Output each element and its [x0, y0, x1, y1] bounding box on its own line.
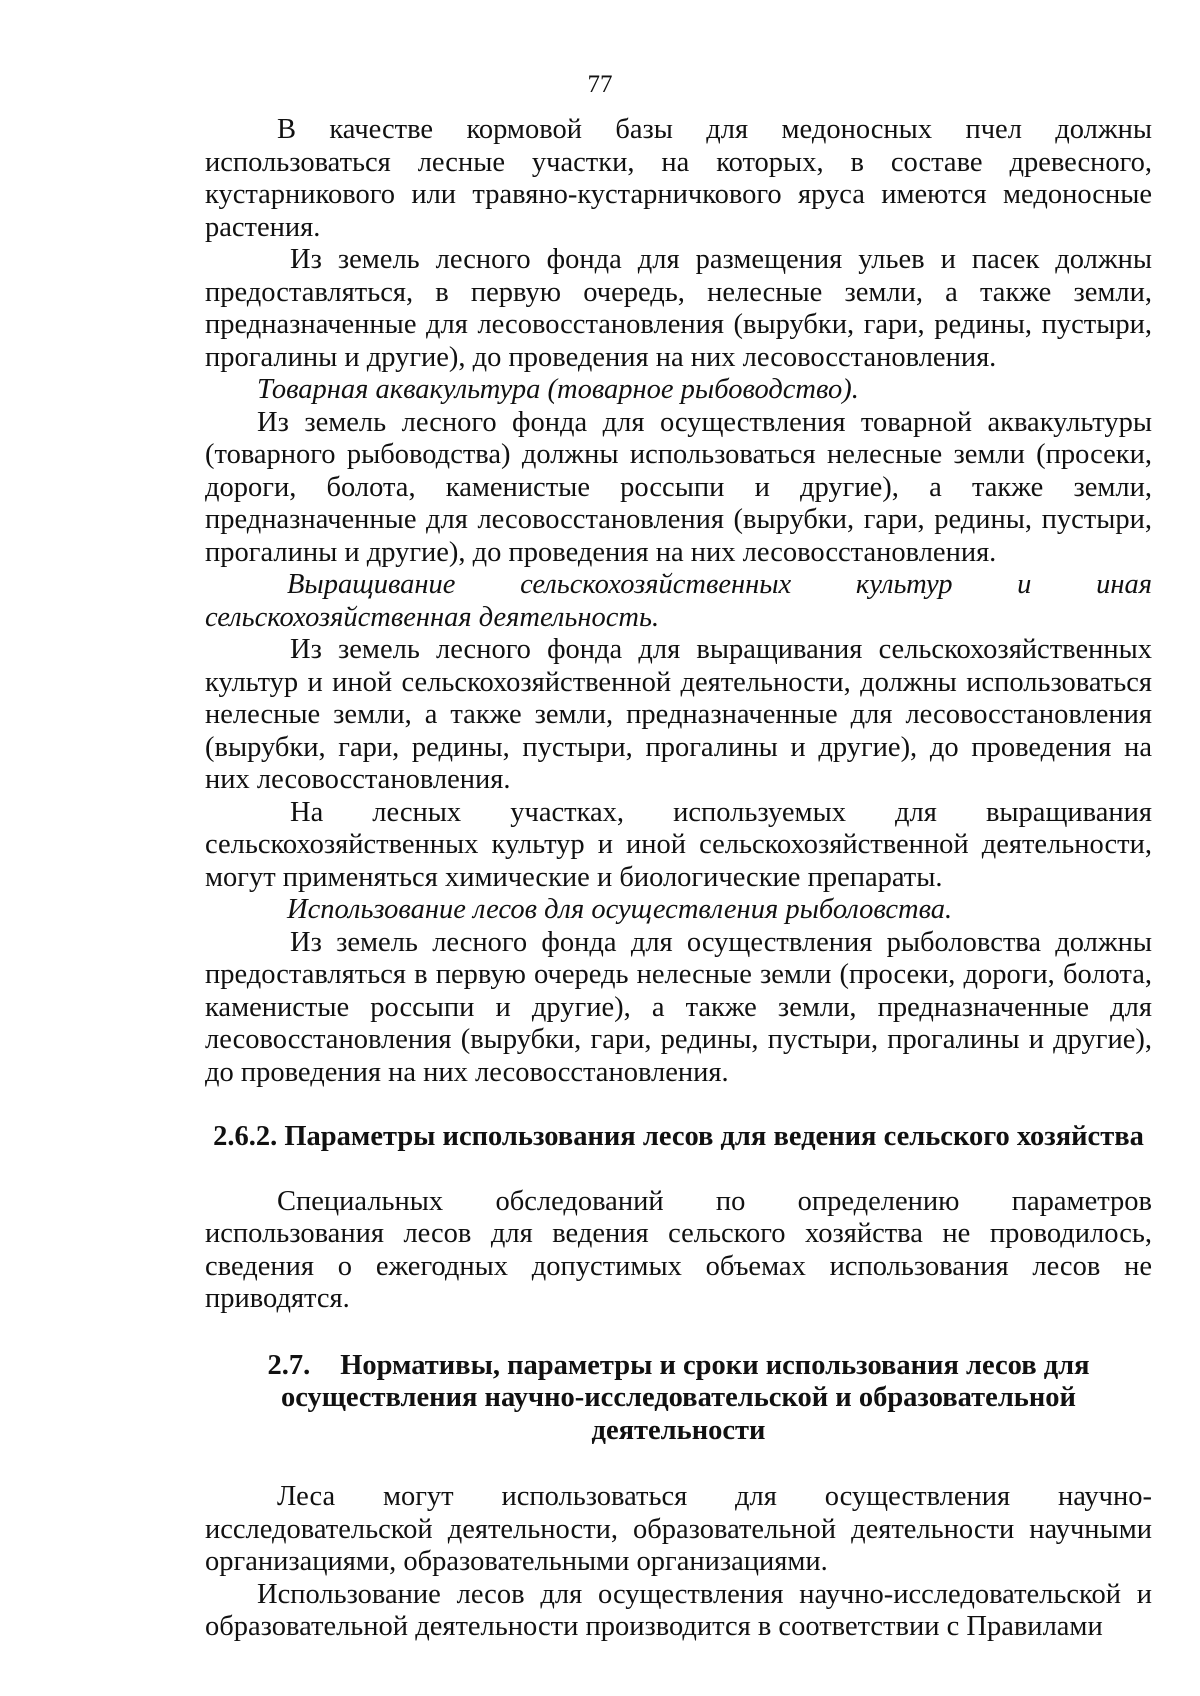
paragraph-fishing: Из земель лесного фонда для осуществления рыболовства должны предоставляться в первую очередь нелесные земли (просеки, дороги, болота, каменистые россыпи и другие), а также земли, предназначенные для лесовосстановления (вырубки, гари, редины, пустыри, прогалины и другие), до проведения на них лесовосстановления.	[205, 926, 1152, 1088]
paragraph-forest-science-rules: Использование лесов для осуществления научно-исследовательской и образовательной деятельности производится в соответствии с Правилами	[205, 1578, 1152, 1642]
paragraph-special-surveys: Специальных обследований по определению параметров использования лесов для ведения сельского хозяйства не проводилось, сведения о ежегодных допустимых объемах использования лесов не приводятся.	[205, 1185, 1152, 1314]
section-heading-2-7-text: Нормативы, параметры и сроки использования лесов для осуществления научно-исследовательской и образовательной деятельности	[281, 1349, 1090, 1446]
subheading-agriculture-line1: Выращивание сельскохозяйственных культур и иная	[287, 569, 1152, 600]
paragraph-forest-science-use: Леса могут использоваться для осуществления научно-исследовательской деятельности, образовательной деятельности научными организациями, образовательными организациями.	[205, 1481, 1152, 1577]
paragraph-chemicals: На лесных участках, используемых для выращивания сельскохозяйственных культур и иной сельскохозяйственной деятельности, могут применяться химические и биологические препараты.	[205, 796, 1152, 893]
section-heading-2-7-number: 2.7.	[267, 1349, 311, 1381]
subheading-fishing: Использование лесов для осуществления рыболовства.	[287, 894, 953, 925]
paragraph-aquaculture: Из земель лесного фонда для осуществления товарной аквакультуры (товарного рыбоводства) должны использоваться нелесные земли (просеки, дороги, болота, каменистые россыпи и другие), а также земли, предназначенные для лесовосстановления (вырубки, гари, редины, пустыри, прогалины и другие), до проведения на них лесовосстановления.	[205, 406, 1152, 568]
paragraph-agriculture: Из земель лесного фонда для выращивания сельскохозяйственных культур и иной сельскохозяйственной деятельности, должны использоваться нелесные земли, а также земли, предназначенные для лесовосстановления (вырубки, гари, редины, пустыри, прогалины и другие), до проведения на них лесовосстановления.	[205, 634, 1152, 795]
subheading-aquaculture: Товарная аквакультура (товарное рыбоводство).	[257, 374, 859, 405]
paragraph-hives-placement: Из земель лесного фонда для размещения ульев и пасек должны предоставляться, в первую очередь, нелесные земли, а также земли, предназначенные для лесовосстановления (вырубки, гари, редины, пустыри, прогалины и другие), до проведения на них лесовосстановления.	[205, 244, 1152, 373]
paragraph-honey-base: В качестве кормовой базы для медоносных пчел должны использоваться лесные участки, на которых, в составе древесного, кустарникового или травяно-кустарничкового яруса имеются медоносные растения.	[205, 114, 1152, 243]
page-number: 77	[587, 71, 613, 98]
section-heading-2-7	[205, 1350, 1152, 1448]
subheading-agriculture-line2: сельскохозяйственная деятельность.	[205, 601, 660, 633]
page-content	[205, 114, 1152, 1644]
section-heading-2-6-2: 2.6.2. Параметры использования лесов для ведения сельского хозяйства	[213, 1121, 1144, 1152]
